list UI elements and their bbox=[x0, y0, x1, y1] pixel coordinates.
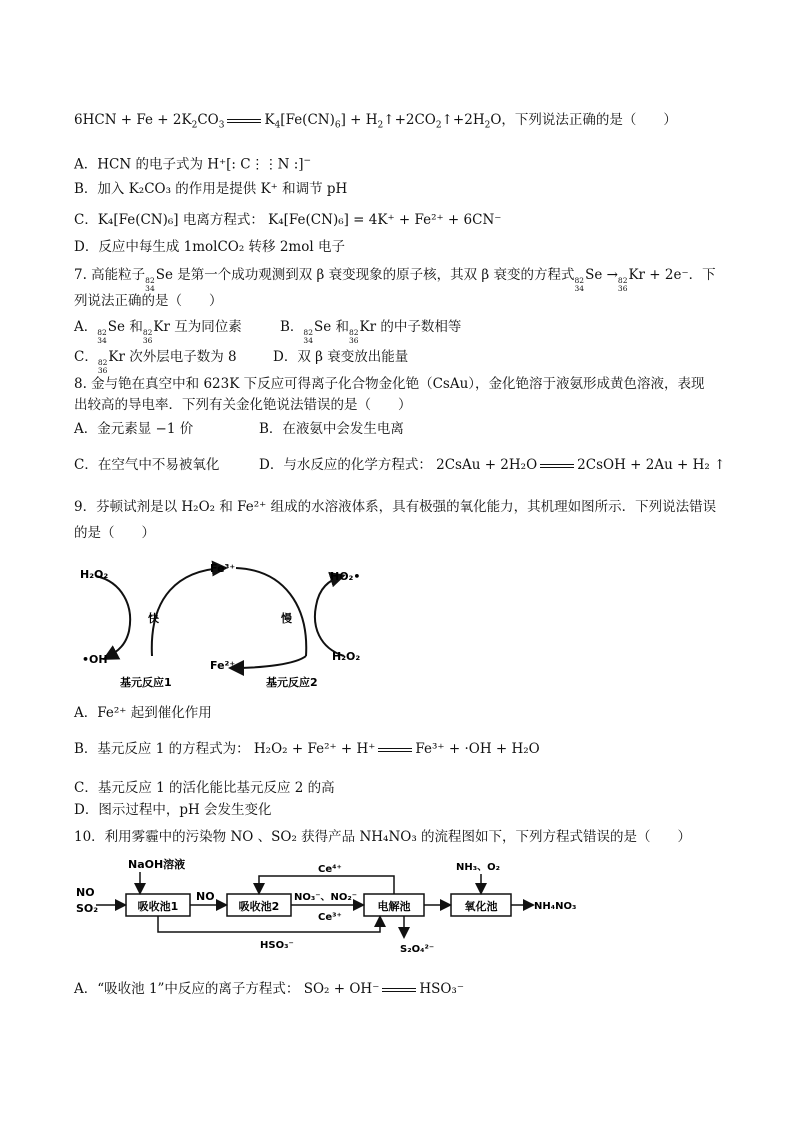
q8-option-a: A．金元素显 −1 价 bbox=[74, 421, 194, 437]
label-slow: 慢 bbox=[281, 612, 292, 625]
q6-option-b: B．加入 K₂CO₃ 的作用是提供 K⁺ 和调节 pH bbox=[74, 181, 348, 197]
q8-stem-line1: 8. 金与铯在真空中和 623K 下反应可得离子化合物金化铯（CsAu），金化铯溶于液氨形成黄色溶液，表现 bbox=[74, 376, 705, 392]
label-step2: 基元反应2 bbox=[266, 676, 318, 689]
hso3-label: HSO₃⁻ bbox=[260, 940, 294, 951]
pool1-label: 吸收池1 bbox=[137, 900, 179, 913]
nitrate-label: NO₃⁻、NO₂⁻ bbox=[294, 892, 358, 903]
q8-option-b: B．在液氨中会发生电离 bbox=[259, 421, 404, 437]
flow-diagram bbox=[74, 852, 594, 962]
arc-left-h2o2 bbox=[96, 576, 130, 658]
arc-fe3-to-fe2 bbox=[236, 568, 306, 656]
q6-option-a: A．HCN 的电子式为 H⁺[: C⋮⋮N :]− bbox=[74, 156, 312, 173]
pool2-label: 吸收池2 bbox=[238, 900, 280, 913]
q6-equation: $6HCN + Fe + 2K_2CO_3$ $K_4[Fe(CN)_6]$ + $H_2↑+2CO_2↑+2H_2O$，下列说法正确的是（ ） bbox=[74, 112, 677, 131]
q9-stem-line1: 9．芬顿试剂是以 H₂O₂ 和 Fe²⁺ 组成的水溶液体系，具有极强的氧化能力，其机理如图所示．下列说法错误 bbox=[74, 499, 717, 515]
label-oh: •OH bbox=[82, 653, 108, 666]
q10-stem: 10．利用雾霾中的污染物 NO 、SO₂ 获得产品 NH₄NO₃ 的流程图如下，下列方程式错误的是（ ） bbox=[74, 829, 692, 845]
arc-fe2-to-fe3 bbox=[152, 568, 224, 656]
q6-option-c: C．K₄[Fe(CN)₆] 电离方程式： K₄[Fe(CN)₆] = 4K⁺ + Fe²⁺ + 6CN⁻ bbox=[74, 212, 502, 228]
label-h2o2-left: H₂O₂ bbox=[80, 568, 109, 581]
q7-stem-line2: 列说法正确的是（ ） bbox=[74, 293, 223, 309]
q8-option-d: D．与水反应的化学方程式： 2CsAu + 2H₂O 2CsOH + 2Au + H₂ ↑ bbox=[259, 457, 726, 473]
q7-option-a: A． 82 34 Se 和 82 36 Kr 互为同位素 bbox=[74, 319, 242, 345]
label-step1: 基元反应1 bbox=[120, 676, 172, 689]
label-fe2: Fe²⁺ bbox=[210, 659, 236, 672]
q9-option-b: B．基元反应 1 的方程式为： H₂O₂ + Fe²⁺ + H⁺ Fe³⁺ + ·OH + H₂O bbox=[74, 741, 540, 757]
arc-right bbox=[315, 576, 344, 656]
label-fast: 快 bbox=[148, 612, 159, 625]
label-ho2: HO₂• bbox=[330, 570, 361, 583]
no-mid-label: NO bbox=[196, 890, 215, 903]
q10-option-a: A．“吸收池 1”中反应的离子方程式： SO₂ + OH⁻ HSO₃⁻ bbox=[74, 981, 464, 997]
q9-option-d: D．图示过程中，pH 会发生变化 bbox=[74, 802, 272, 818]
arc-bottom bbox=[232, 656, 306, 668]
ce3-label: Ce³⁺ bbox=[318, 912, 342, 923]
product-label: NH₄NO₃ bbox=[534, 901, 577, 912]
q8-option-c: C．在空气中不易被氧化 bbox=[74, 457, 220, 473]
no-in-label: NO bbox=[76, 886, 95, 899]
label-fe3: Fe³⁺ bbox=[210, 562, 236, 575]
so2-in-label: SO₂ bbox=[76, 902, 99, 915]
q6-option-d: D．反应中每生成 1molCO₂ 转移 2mol 电子 bbox=[74, 239, 345, 255]
ce4-label: Ce⁴⁺ bbox=[318, 864, 342, 875]
q7-stem-line1: 7. 高能粒子 82 34 Se 是第一个成功观测到双 β 衰变现象的原子核，其双 β 衰变的方程式 82 34 Se → 82 36 Kr + 2e⁻．下 bbox=[74, 267, 716, 293]
q7-option-b: B． 82 34 Se 和 82 36 Kr 的中子数相等 bbox=[280, 319, 462, 345]
q7-option-d: D．双 β 衰变放出能量 bbox=[273, 349, 409, 365]
label-h2o2-right: H₂O₂ bbox=[332, 650, 361, 663]
electro-label: 电解池 bbox=[377, 900, 411, 913]
oxid-label: 氧化池 bbox=[464, 900, 498, 913]
q8-stem-line2: 出较高的导电率．下列有关金化铯说法错误的是（ ） bbox=[74, 397, 412, 413]
nh3o2-label: NH₃、O₂ bbox=[456, 862, 500, 873]
s2o4-label: S₂O₄²⁻ bbox=[400, 944, 435, 955]
q9-stem-line2: 的是（ ） bbox=[74, 525, 155, 541]
q7-option-c: C． 82 36 Kr 次外层电子数为 8 bbox=[74, 349, 237, 375]
fenton-mechanism-diagram bbox=[74, 556, 374, 691]
q9-option-c: C．基元反应 1 的活化能比基元反应 2 的高 bbox=[74, 780, 335, 796]
q9-option-a: A．Fe²⁺ 起到催化作用 bbox=[74, 705, 212, 721]
naoh-label: NaOH溶液 bbox=[128, 858, 186, 871]
